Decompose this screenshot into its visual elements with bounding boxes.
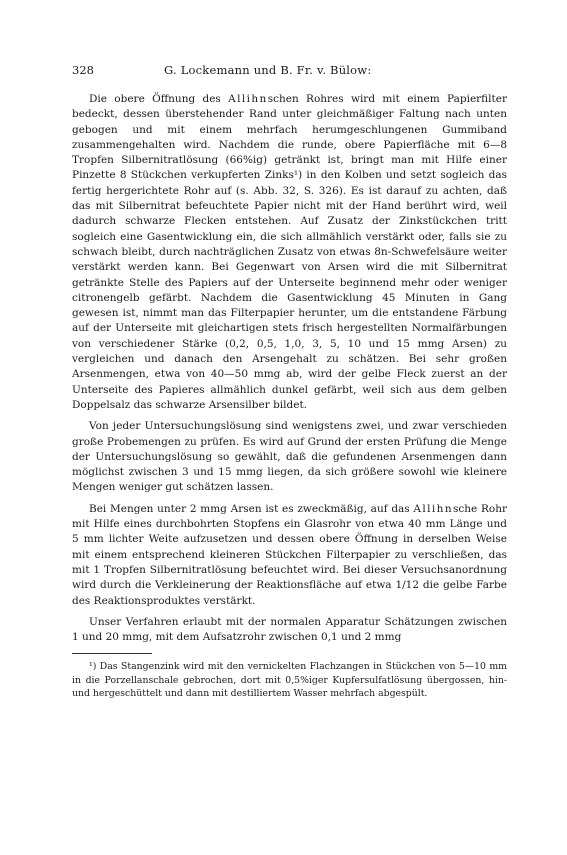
paragraph: Die obere Öffnung des Allihnschen Rohres wird mit einem Papierfilter bedeckt, dessen überstehender Rand unter gleichmäßiger Faltung nach unten gebogen und mit einem mehrfach herumgeschlungenen Gummiband zusammengehalten wird. Nachdem die runde, obere Papierfläche mit 6—8 Tropfen Silbernitratlösung (66%ig) getränkt ist, bringt man mit Hilfe einer Pinzette 8 Stückchen verkupferten Zinks¹) in den Kolben und setzt sogleich das fertig hergerichtete Rohr auf (s. Abb. 32, S. 326). Es ist darauf zu achten, daß das mit Silbernitrat befeuchtete Papier nicht mit der Hand berührt wird, weil dadurch schwarze Flecken entstehen. Auf Zusatz der Zinkstückchen tritt sogleich eine Gasentwicklung ein, die sich allmählich verstärkt oder, falls sie zu schwach bleibt, durch nachträglichen Zusatz von etwas 8n-Schwefelsäure weiter verstärkt werden kann. Bei Gegenwart von Arsen wird die mit Silbernitrat getränkte Stelle des Papiers auf der Unterseite beginnend mehr oder weniger citronengelb gefärbt. Nachdem die Gasentwicklung 45 Minuten in Gang gewesen ist, nimmt man das Filterpapier herunter, um die entstandene Färbung auf der Unterseite mit gleichartigen stets frisch hergestellten Normalfärbungen von verschiedener Stärke (0,2, 0,5, 1,0, 3, 5, 10 und 15 mmg Arsen) zu vergleichen und danach den Arsengehalt zu schätzen. Bei sehr großen Arsenmengen, etwa von 40—50 mmg ab, wird der gelbe Fleck zuerst an der Unterseite des Papieres allmählich dunkel gefärbt, weil sich aus dem gelben Doppelsalz das schwarze Arsensilber bildet. [72, 93, 507, 411]
footnote-divider [72, 653, 152, 654]
paragraph: Bei Mengen unter 2 mmg Arsen ist es zweckmäßig, auf das Allihnsche Rohr mit Hilfe eines durchbohrten Stopfens ein Glasrohr von etwa 40 mm Länge und 5 mm lichter Weite aufzusetzen und dessen obere Öffnung in derselben Weise mit einem entsprechend kleineren Stückchen Filterpapier zu verschließen, das mit 1 Tropfen Silbernitratlösung befeuchtet wird. Bei dieser Versuchsanordnung wird durch die Verkleinerung der Reaktionsfläche auf etwa 1/12 die gelbe Farbe des Reaktionsproduktes verstärkt. [72, 502, 507, 607]
paragraph: Unser Verfahren erlaubt mit der normalen Apparatur Schätzungen zwischen 1 und 20 mmg, mit dem Aufsatzrohr zwischen 0,1 und 2 mmg [72, 615, 507, 644]
footnote: ¹) Das Stangenzink wird mit den vernickelten Flachzangen in Stückchen von 5—10 mm in die Porzellanschale gebrochen, dort mit 0,5%iger Kupfersulfatlösung übergossen, hin- und hergeschüttelt und dann mit destilliertem Wasser mehrfach abgespült. [72, 661, 507, 699]
page-header [72, 63, 507, 77]
page-number: 328 [72, 63, 94, 77]
paragraph: Von jeder Untersuchungslösung sind wenigstens zwei, und zwar verschieden große Probemengen zu prüfen. Es wird auf Grund der ersten Prüfung die Menge der Untersuchungslösung so gewählt, daß die gefundenen Arsenmengen dann möglichst zwischen 3 und 15 mmg liegen, da sich größere sowohl wie kleinere Mengen weniger gut schätzen lassen. [72, 420, 507, 494]
running-head: G. Lockemann und B. Fr. v. Bülow: [164, 63, 372, 77]
body-text [72, 92, 507, 645]
